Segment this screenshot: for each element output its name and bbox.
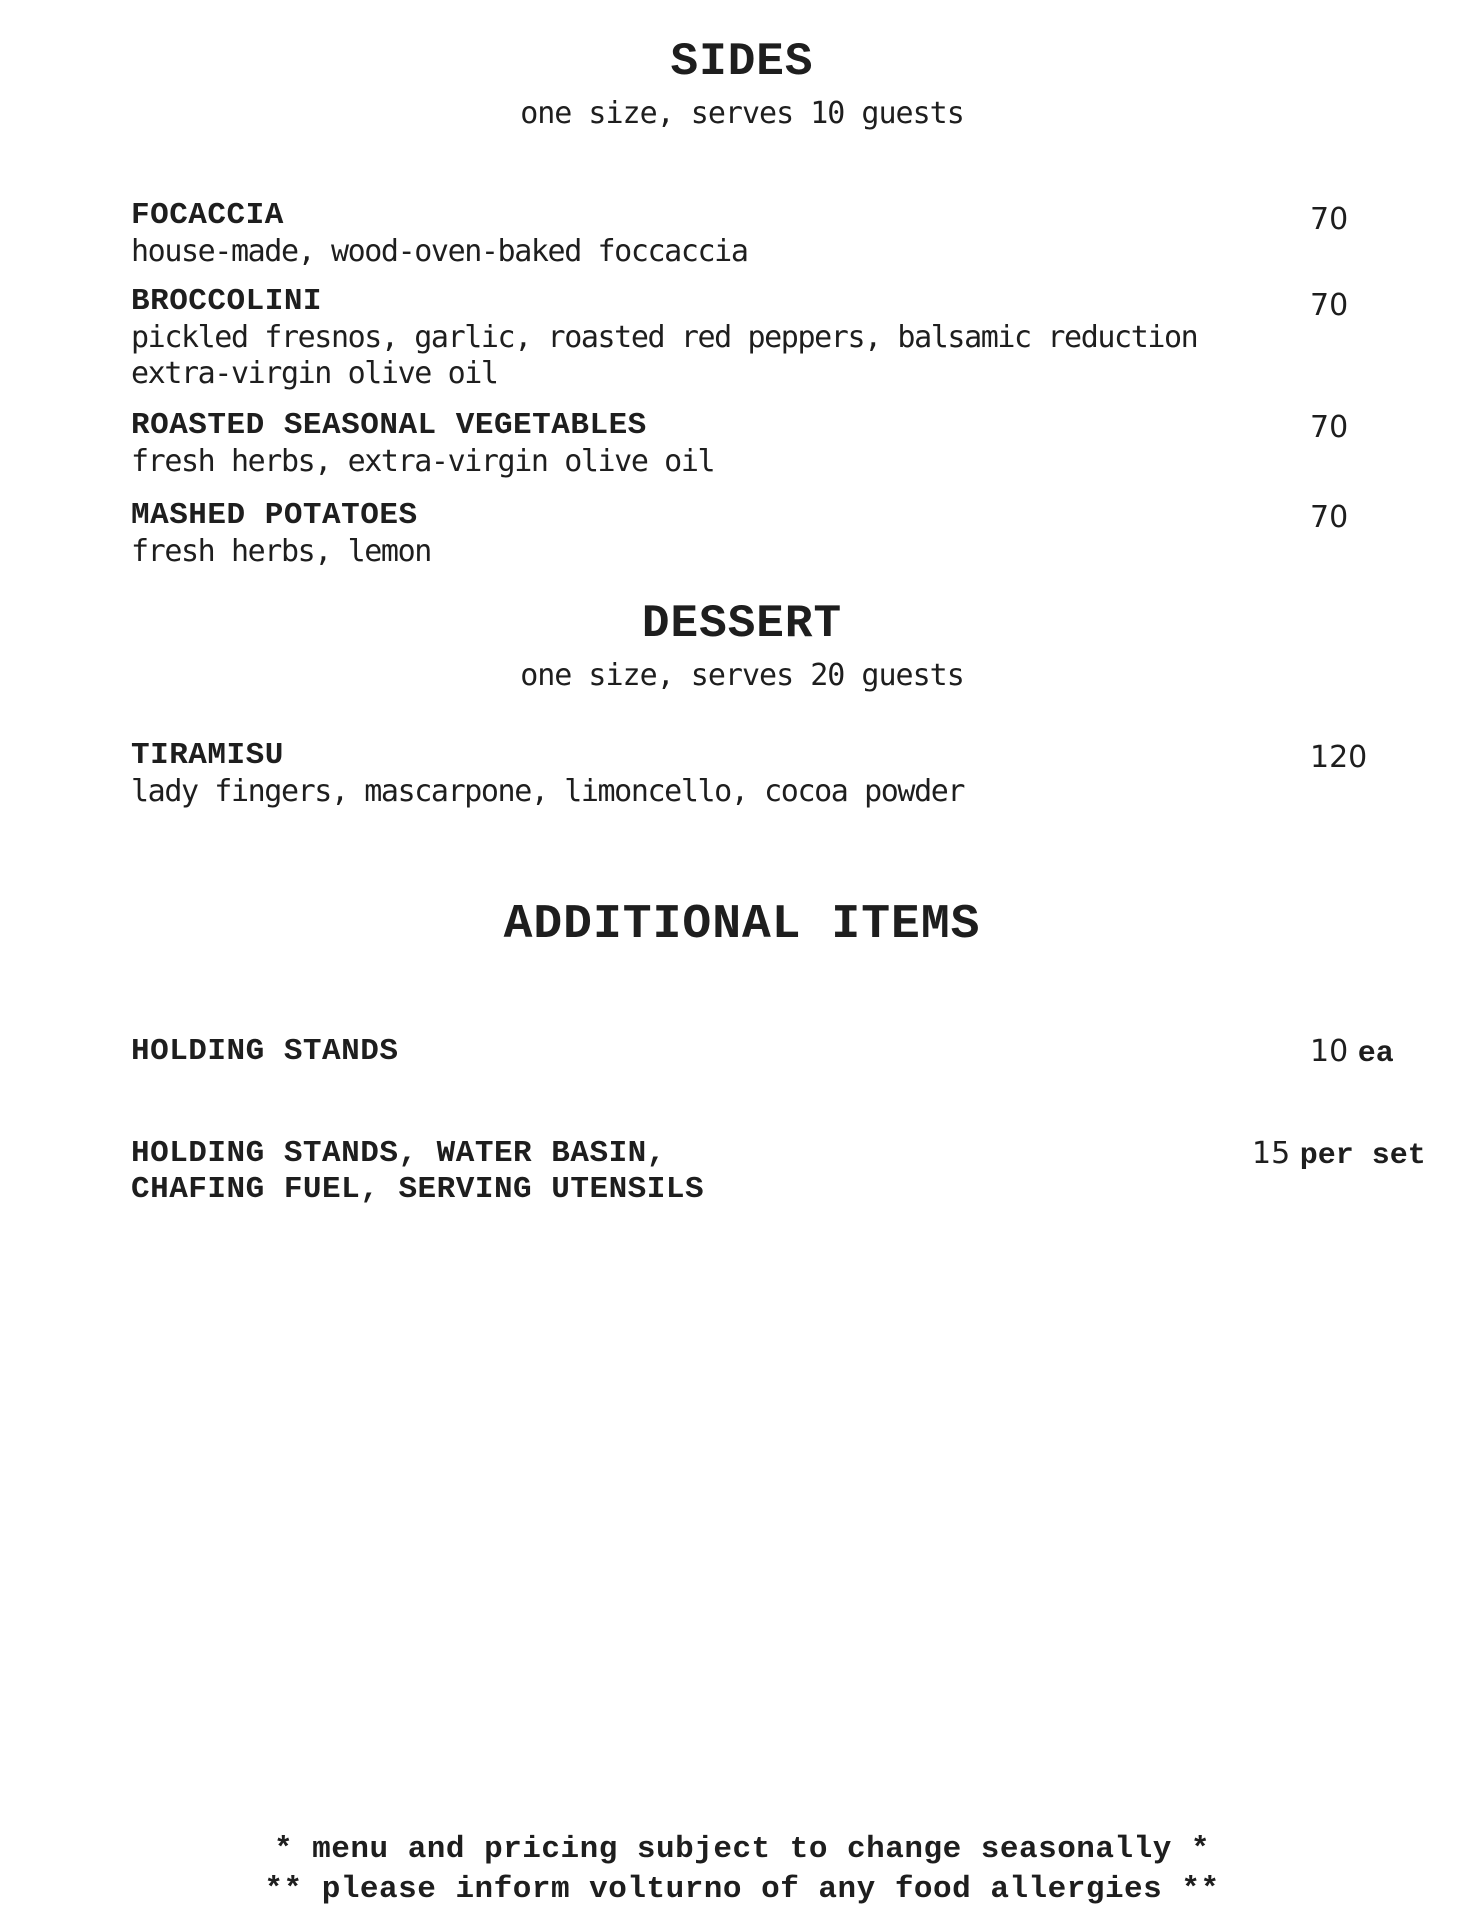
dessert-title: DESSERT bbox=[641, 598, 843, 650]
tiramisu-price: 120 bbox=[1310, 740, 1368, 775]
broccolini-desc-line2: extra-virgin olive oil bbox=[131, 356, 498, 391]
serving-set-price-number: 15 bbox=[1252, 1136, 1291, 1171]
broccolini-name: BROCCOLINI bbox=[131, 284, 323, 319]
holding-stands-price-number: 10 bbox=[1310, 1034, 1349, 1069]
serving-set-name-line2: CHAFING FUEL, SERVING UTENSILS bbox=[131, 1172, 705, 1207]
holding-stands-price bbox=[1310, 1034, 1394, 1071]
holding-stands-name: HOLDING STANDS bbox=[131, 1034, 399, 1069]
broccolini-desc-line1: pickled fresnos, garlic, roasted red peppers, balsamic reduction bbox=[131, 320, 1198, 355]
broccolini-price: 70 bbox=[1310, 288, 1349, 323]
additional-items-title: ADDITIONAL ITEMS bbox=[503, 898, 981, 952]
tiramisu-name: TIRAMISU bbox=[131, 738, 284, 773]
roasted-vegetables-name: ROASTED SEASONAL VEGETABLES bbox=[131, 408, 647, 443]
serving-set-price-unit: per set bbox=[1299, 1139, 1426, 1173]
dessert-subtitle: one size, serves 20 guests bbox=[520, 658, 964, 693]
serving-set-name-line1: HOLDING STANDS, WATER BASIN, bbox=[131, 1136, 666, 1171]
holding-stands-price-unit: ea bbox=[1357, 1037, 1394, 1071]
mashed-potatoes-name: MASHED POTATOES bbox=[131, 498, 418, 533]
roasted-vegetables-desc: fresh herbs, extra-virgin olive oil bbox=[131, 444, 715, 479]
sides-subtitle: one size, serves 10 guests bbox=[520, 96, 964, 131]
focaccia-name: FOCACCIA bbox=[131, 198, 284, 233]
footer-allergy-note: ** please inform volturno of any food allergies ** bbox=[264, 1872, 1220, 1907]
focaccia-price: 70 bbox=[1310, 202, 1349, 237]
roasted-vegetables-price: 70 bbox=[1310, 410, 1349, 445]
tiramisu-desc: lady fingers, mascarpone, limoncello, cocoa powder bbox=[131, 774, 965, 809]
mashed-potatoes-desc: fresh herbs, lemon bbox=[131, 534, 431, 569]
sides-title: SIDES bbox=[670, 36, 814, 88]
mashed-potatoes-price: 70 bbox=[1310, 500, 1349, 535]
focaccia-desc: house-made, wood-oven-baked foccaccia bbox=[131, 234, 748, 269]
serving-set-price bbox=[1252, 1136, 1426, 1173]
footer-pricing-note: * menu and pricing subject to change seasonally * bbox=[273, 1832, 1211, 1867]
